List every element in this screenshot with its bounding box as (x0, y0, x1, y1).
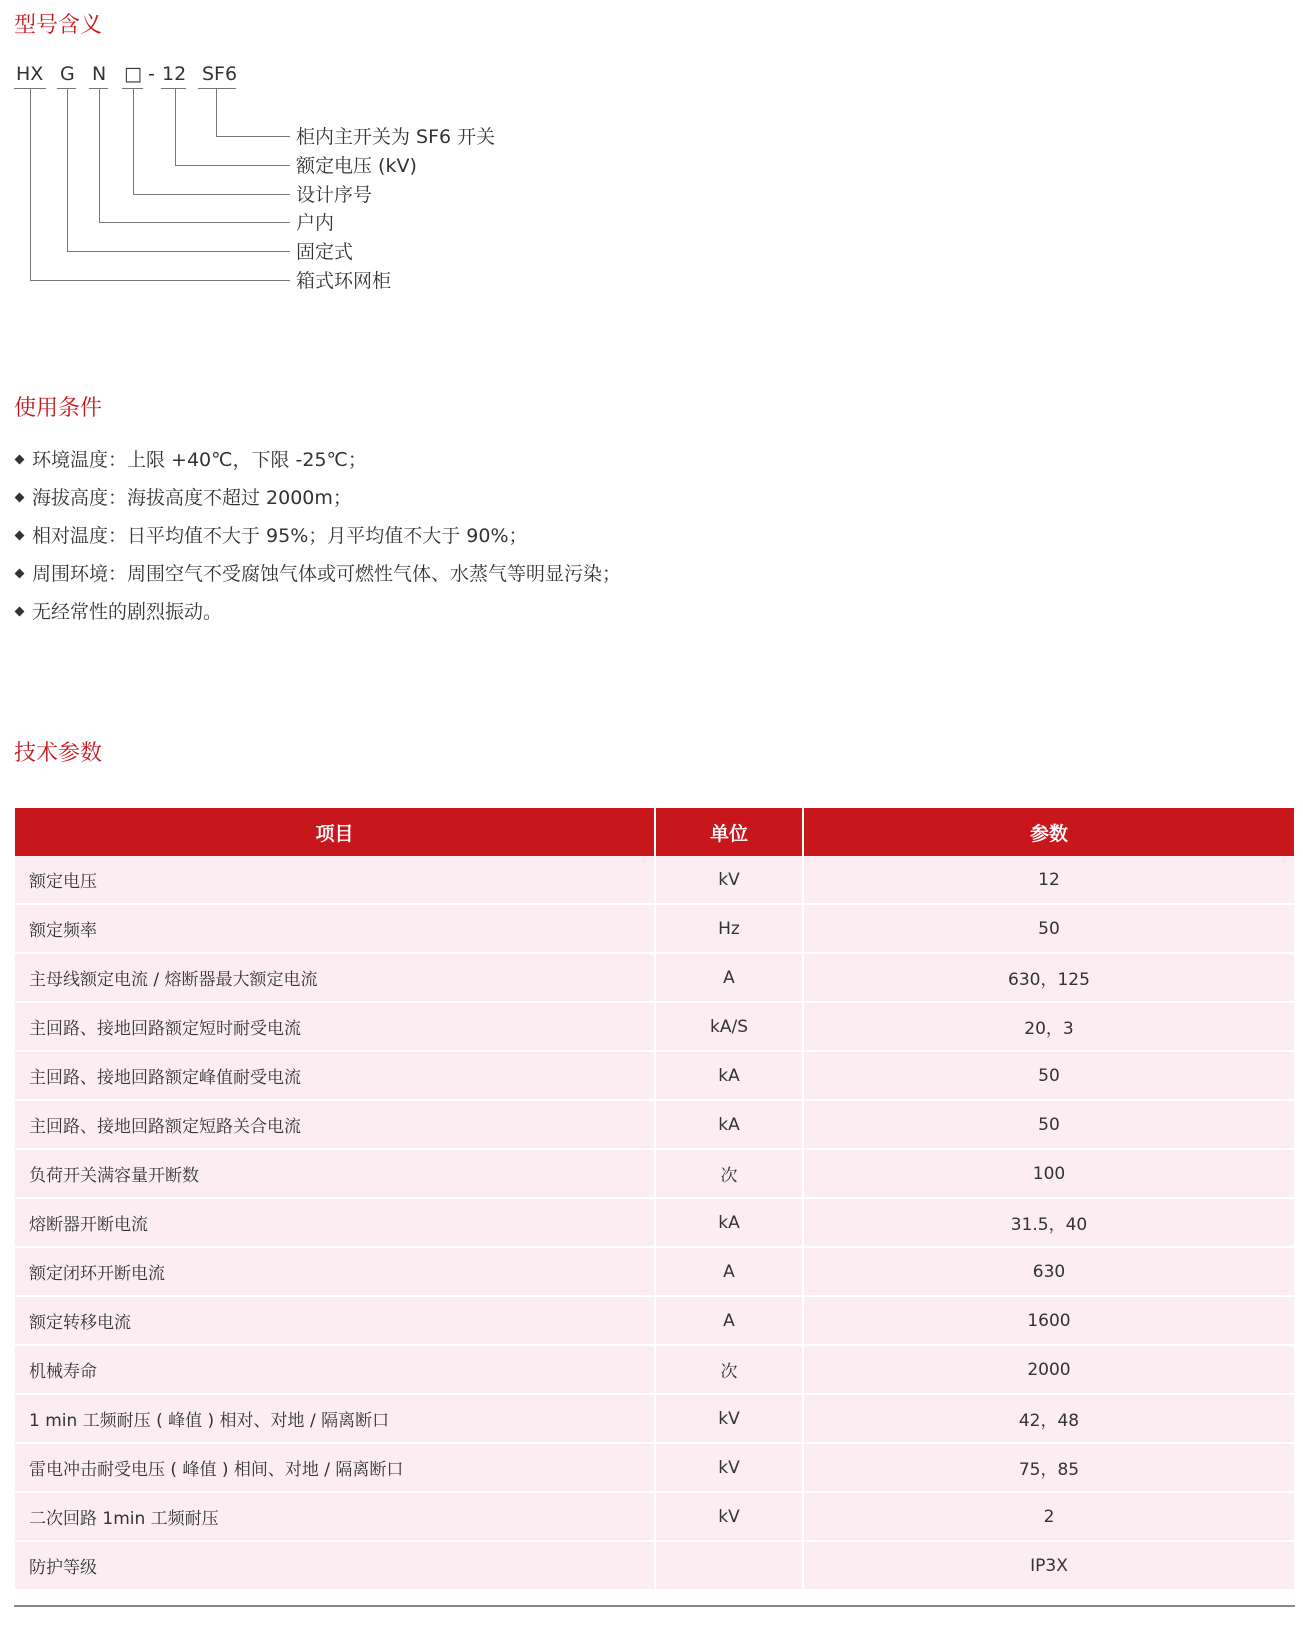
cell-value: 2000 (803, 1345, 1294, 1394)
section-title-model: 型号含义 (14, 13, 103, 38)
list-item: 海拔高度：海拔高度不超过 2000m； (14, 486, 352, 510)
cell-unit: Hz (655, 904, 803, 953)
cell-item: 主回路、接地回路额定短路关合电流 (15, 1100, 655, 1149)
connector-line (67, 88, 68, 251)
connector-line (175, 88, 176, 165)
connector-line (133, 88, 134, 194)
code-underline (161, 88, 186, 89)
cell-unit: kV (655, 1394, 803, 1443)
list-item: 周围环境：周围空气不受腐蚀气体或可燃性气体、水蒸气等明显污染； (14, 562, 621, 586)
cell-value: 50 (803, 1100, 1294, 1149)
table-row (15, 1443, 1294, 1492)
table-row (15, 953, 1294, 1002)
table-row (15, 1149, 1294, 1198)
column-header-value: 参数 (803, 808, 1294, 856)
connector-line (133, 194, 290, 195)
bullet-diamond-icon (15, 530, 25, 540)
cell-unit: A (655, 1247, 803, 1296)
cell-value: 75，85 (803, 1443, 1294, 1492)
connector-line (216, 88, 217, 136)
bullet-diamond-icon (15, 606, 25, 616)
section-title-params: 技术参数 (14, 741, 103, 766)
table-header-row (15, 808, 1294, 856)
cell-value: 2 (803, 1492, 1294, 1541)
legend-voltage: 额定电压 (kV) (296, 155, 417, 177)
cell-item: 主母线额定电流 / 熔断器最大额定电流 (15, 953, 655, 1002)
legend-design: 设计序号 (296, 184, 373, 206)
cell-item: 机械寿命 (15, 1345, 655, 1394)
column-header-unit: 单位 (655, 808, 803, 856)
bullet-diamond-icon (15, 454, 25, 464)
cell-item: 熔断器开断电流 (15, 1198, 655, 1247)
cell-item: 额定闭环开断电流 (15, 1247, 655, 1296)
connector-line (216, 136, 290, 137)
code-hx: HX (16, 63, 44, 85)
table-row (15, 1002, 1294, 1051)
column-header-item: 项目 (15, 808, 655, 856)
cell-value: 50 (803, 904, 1294, 953)
connector-line (30, 280, 290, 281)
cell-item: 二次回路 1min 工频耐压 (15, 1492, 655, 1541)
cell-item: 主回路、接地回路额定峰值耐受电流 (15, 1051, 655, 1100)
cell-value: 100 (803, 1149, 1294, 1198)
list-item: 环境温度：上限 +40℃，下限 -25℃； (14, 448, 367, 472)
code-n: N (92, 63, 107, 85)
cell-unit: kV (655, 1492, 803, 1541)
table-row (15, 1345, 1294, 1394)
cell-value: IP3X (803, 1541, 1294, 1590)
connector-line (99, 222, 290, 223)
list-item: 相对温度：日平均值不大于 95%；月平均值不大于 90%； (14, 524, 528, 548)
cell-item: 防护等级 (15, 1541, 655, 1590)
table-row (15, 1198, 1294, 1247)
connector-line (67, 251, 290, 252)
legend-fixed: 固定式 (296, 241, 354, 263)
legend-indoor: 户内 (296, 212, 335, 234)
table-row (15, 1296, 1294, 1345)
cell-unit: kV (655, 1443, 803, 1492)
cell-unit: kA/S (655, 1002, 803, 1051)
connector-line (30, 88, 31, 280)
cell-unit: kA (655, 1198, 803, 1247)
table-bottom-rule (14, 1605, 1295, 1607)
bullet-diamond-icon (15, 568, 25, 578)
table-row (15, 1247, 1294, 1296)
cell-value: 31.5，40 (803, 1198, 1294, 1247)
table-row (15, 904, 1294, 953)
cell-value: 630 (803, 1247, 1294, 1296)
code-box: □ (124, 63, 142, 85)
connector-line (175, 165, 290, 166)
cell-value: 50 (803, 1051, 1294, 1100)
cell-item: 1 min 工频耐压 ( 峰值 ) 相对、对地 / 隔离断口 (15, 1394, 655, 1443)
table-row (15, 1541, 1294, 1590)
cell-unit: 次 (655, 1149, 803, 1198)
cell-item: 雷电冲击耐受电压 ( 峰值 ) 相间、对地 / 隔离断口 (15, 1443, 655, 1492)
legend-sf6: 柜内主开关为 SF6 开关 (296, 126, 496, 148)
legend-box-ring: 箱式环网柜 (296, 270, 392, 292)
cell-value: 42，48 (803, 1394, 1294, 1443)
cell-unit: kV (655, 856, 803, 904)
connector-line (99, 88, 100, 222)
bullet-diamond-icon (15, 492, 25, 502)
cell-item: 额定电压 (15, 856, 655, 904)
cell-unit: A (655, 1296, 803, 1345)
table-row (15, 1051, 1294, 1100)
code-sf6: SF6 (202, 63, 238, 85)
cell-unit: A (655, 953, 803, 1002)
cell-unit: 次 (655, 1345, 803, 1394)
cell-unit: kA (655, 1100, 803, 1149)
code-underline (198, 88, 236, 89)
section-title-conditions: 使用条件 (14, 396, 103, 421)
cell-item: 额定转移电流 (15, 1296, 655, 1345)
code-g: G (60, 63, 75, 85)
table-row (15, 1100, 1294, 1149)
cell-item: 负荷开关满容量开断数 (15, 1149, 655, 1198)
cell-item: 额定频率 (15, 904, 655, 953)
table-row (15, 856, 1294, 904)
cell-unit (655, 1541, 803, 1590)
table-row (15, 1394, 1294, 1443)
table-row (15, 1492, 1294, 1541)
code-dash: - (148, 63, 155, 85)
list-item: 无经常性的剧烈振动。 (14, 600, 222, 624)
cell-item: 主回路、接地回路额定短时耐受电流 (15, 1002, 655, 1051)
cell-value: 20，3 (803, 1002, 1294, 1051)
cell-value: 12 (803, 856, 1294, 904)
cell-unit: kA (655, 1051, 803, 1100)
cell-value: 630，125 (803, 953, 1294, 1002)
code-12: 12 (162, 63, 187, 85)
spec-table (15, 808, 1294, 1591)
cell-value: 1600 (803, 1296, 1294, 1345)
